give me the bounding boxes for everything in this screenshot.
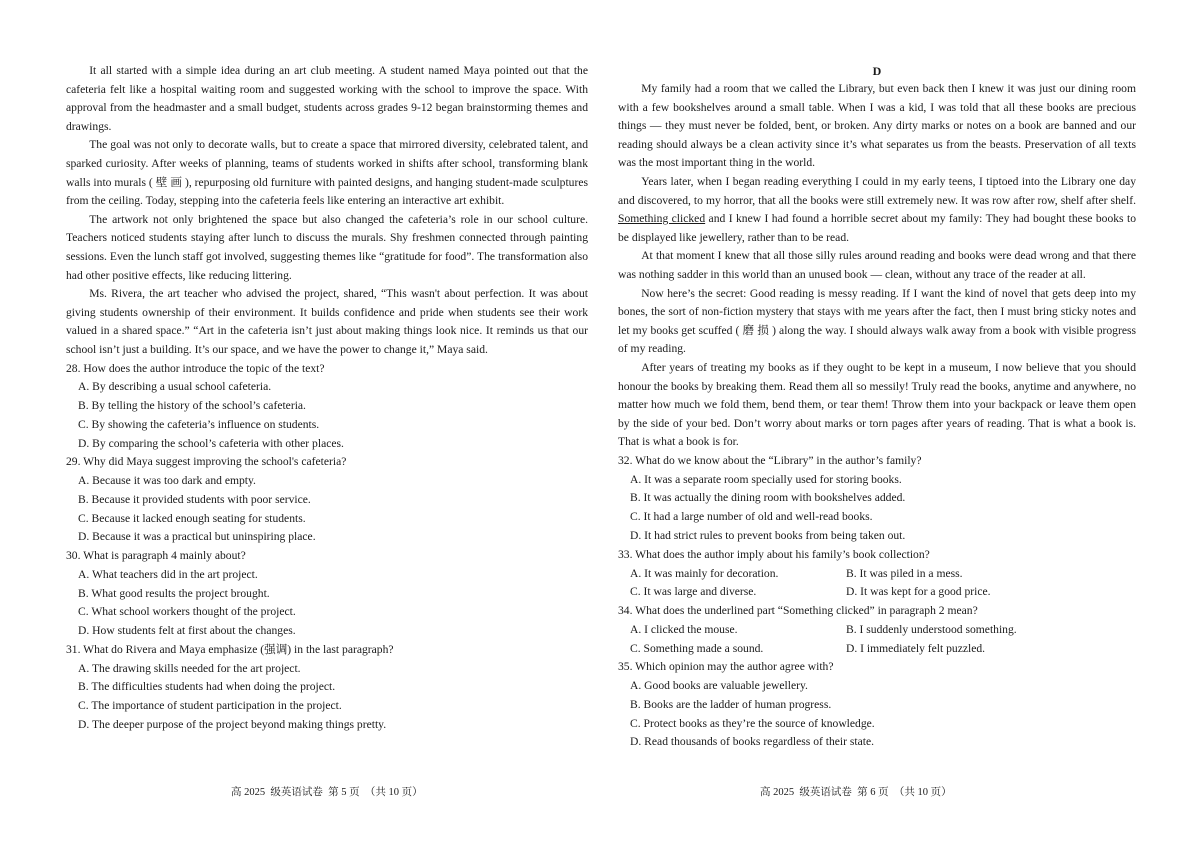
answer-option-c: C. The importance of student participation in the project. [78, 698, 342, 712]
answer-option-b: B. The difficulties students had when doing the project. [78, 680, 336, 694]
answer-option-b: B. What good results the project brought. [78, 586, 270, 600]
answer-option-a: A. Good books are valuable jewellery. [630, 679, 808, 693]
passage-paragraph: The goal was not only to decorate walls, but to create a space that mirrored diversity, celebrated talent, and sparked curiosity. After weeks of planning, teams of students worked in shifts after school, transforming blank walls into murals ( 壁 画 ), repurposing old furniture with painted designs, and hanging student-made sculptures from the ceiling. Today, stepping into the cafeteria feels like entering an interactive art exhibit. [66, 138, 588, 208]
answer-option-c: C. By showing the cafeteria’s influence on students. [78, 417, 320, 431]
question-32 [618, 452, 1136, 546]
answer-option-c: C. What school workers thought of the project. [78, 605, 296, 619]
answer-options [66, 378, 588, 453]
right-page-column [618, 62, 1136, 752]
passage-paragraph: Now here’s the secret: Good reading is messy reading. If I want the kind of novel that gets deep into my bones, the sort of non-fiction mystery that stays with me years after the fact, then I must bring sticky notes and let my books get scuffed ( 磨 损 ) along the way. I should always walk away from a book with visible progress of my reading. [618, 286, 1136, 356]
passage-paragraph: After years of treating my books as if they ought to be kept in a museum, I now believe that you should honour the books by breaking them. Read them all so messily! Truly read the books, anytime and anywhere, no matter how much we fold them, bend them, or tear them! Throw them into your backpack or leave them open by the side of your bed. Don’t worry about marks or torn pages after years of reading. That is what a book is. That is what a book is for. [618, 360, 1136, 449]
question-30 [66, 547, 588, 641]
answer-option-a: A. I clicked the mouse. [630, 622, 738, 636]
answer-option-b: B. It was actually the dining room with bookshelves added. [630, 491, 906, 505]
answer-option-c: C. Something made a sound. [630, 641, 764, 655]
answer-option-b: B. Because it provided students with poor service. [78, 492, 311, 506]
answer-option-a: A. Because it was too dark and empty. [78, 474, 256, 488]
answer-option-a: A. The drawing skills needed for the art project. [78, 661, 301, 675]
answer-option-d: D. It had strict rules to prevent books from being taken out. [630, 528, 906, 542]
answer-option-c: C. It was large and diverse. [630, 585, 757, 599]
answer-option-a: A. What teachers did in the art project. [78, 567, 258, 581]
question-stem: 28. How does the author introduce the topic of the text? [66, 361, 325, 375]
passage-paragraph [618, 173, 1136, 247]
question-28 [66, 360, 588, 454]
answer-option-d: D. Because it was a practical but uninspiring place. [78, 530, 316, 544]
answer-options [66, 660, 588, 735]
page-footer-left: 高 2025 级英语试卷 第 5 页 （共 10 页） [231, 787, 423, 798]
answer-option-c: C. Protect books as they’re the source of knowledge. [630, 716, 875, 730]
answer-option-b: B. I suddenly understood something. [846, 622, 1017, 636]
passage-paragraph: At that moment I knew that all those silly rules around reading and books were dead wrong and that there was nothing sadder in this world than an unused book — clean, without any trace of the reader at all. [618, 249, 1136, 281]
question-stem: 33. What does the author imply about his family’s book collection? [618, 547, 930, 561]
answer-option-d: D. Read thousands of books regardless of their state. [630, 735, 875, 749]
left-page-column [66, 62, 588, 734]
answer-options [618, 677, 1136, 752]
answer-option-d: D. How students felt at first about the changes. [78, 623, 296, 637]
paragraph-text: Years later, when I began reading everything I could in my early teens, I tiptoed into the Library one day and discovered, to my horror, that all the books were still extremely new. It was row after row, shelf after shelf. [618, 174, 1136, 207]
answer-options [618, 565, 1136, 602]
question-stem: 32. What do we know about the “Library” in the author’s family? [618, 453, 922, 467]
answer-option-d: D. The deeper purpose of the project beyond making things pretty. [78, 717, 387, 731]
question-35 [618, 658, 1136, 752]
question-stem: 29. Why did Maya suggest improving the school's cafeteria? [66, 455, 347, 469]
page-footer-right: 高 2025 级英语试卷 第 6 页 （共 10 页） [760, 787, 952, 798]
answer-option-c: C. It had a large number of old and well-read books. [630, 510, 873, 524]
question-stem: 30. What is paragraph 4 mainly about? [66, 548, 246, 562]
passage-paragraph: Ms. Rivera, the art teacher who advised the project, shared, “This wasn't about perfection. It was about giving students ownership of their environment. It builds confidence and pride when students see their work valued in a shared space.” “Art in the cafeteria isn’t just about making things look nice. It reminds us that our school isn’t just a building. It’s our space, and we have the power to change it,” Maya said. [66, 287, 588, 356]
question-29 [66, 453, 588, 547]
answer-option-d: D. I immediately felt puzzled. [846, 641, 986, 655]
passage-paragraph: It all started with a simple idea during an art club meeting. A student named Maya pointed out that the cafeteria felt like a hospital waiting room and suggested working with the school to improve the space. With approval from the headmaster and a small budget, students across grades 9-12 began brainstorming themes and drawings. [66, 64, 588, 133]
answer-option-a: A. It was a separate room specially used for storing books. [630, 472, 902, 486]
question-34 [618, 602, 1136, 658]
answer-option-b: B. Books are the ladder of human progress. [630, 697, 832, 711]
answer-option-d: D. It was kept for a good price. [846, 585, 991, 599]
answer-option-c: C. Because it lacked enough seating for students. [78, 511, 306, 525]
question-stem: 31. What do Rivera and Maya emphasize (强调) in the last paragraph? [66, 642, 394, 656]
answer-options [618, 621, 1136, 658]
question-31 [66, 641, 588, 735]
section-heading: D [872, 64, 882, 78]
underlined-phrase: Something clicked [618, 212, 706, 226]
answer-option-a: A. It was mainly for decoration. [630, 566, 779, 580]
passage-paragraph: The artwork not only brightened the space but also changed the cafeteria’s role in our school culture. Teachers noticed students staying after lunch to discuss the murals. Shy freshmen connected through painting sessions. Even the lunch staff got involved, suggesting themes like “gratitude for food”. The transformation also had other positive effects, like reducing littering. [66, 212, 588, 282]
answer-options [618, 471, 1136, 546]
answer-option-b: B. By telling the history of the school’s cafeteria. [78, 399, 306, 413]
question-stem: 35. Which opinion may the author agree with? [618, 660, 834, 674]
answer-option-b: B. It was piled in a mess. [846, 566, 963, 580]
answer-option-a: A. By describing a usual school cafeteria. [78, 380, 272, 394]
answer-options [66, 566, 588, 641]
passage-paragraph: My family had a room that we called the Library, but even back then I knew it was just our dining room with a few bookshelves around a small table. When I was a kid, I was told that all these books are precious things — they must never be folded, bent, or broken. Any dirty marks or notes on a book are banned and our reading should always be a clean activity since it’s what separates us from the beasts. Preservation of all texts was the most important thing in the world. [618, 82, 1136, 170]
question-33 [618, 546, 1136, 602]
answer-option-d: D. By comparing the school’s cafeteria with other places. [78, 436, 344, 450]
answer-options [66, 472, 588, 547]
paragraph-text: and I knew I had found a horrible secret about my family: They had bought these books to be displayed like jewellery, rather than to be read. [618, 212, 1136, 244]
question-stem: 34. What does the underlined part “Something clicked” in paragraph 2 mean? [618, 603, 978, 617]
